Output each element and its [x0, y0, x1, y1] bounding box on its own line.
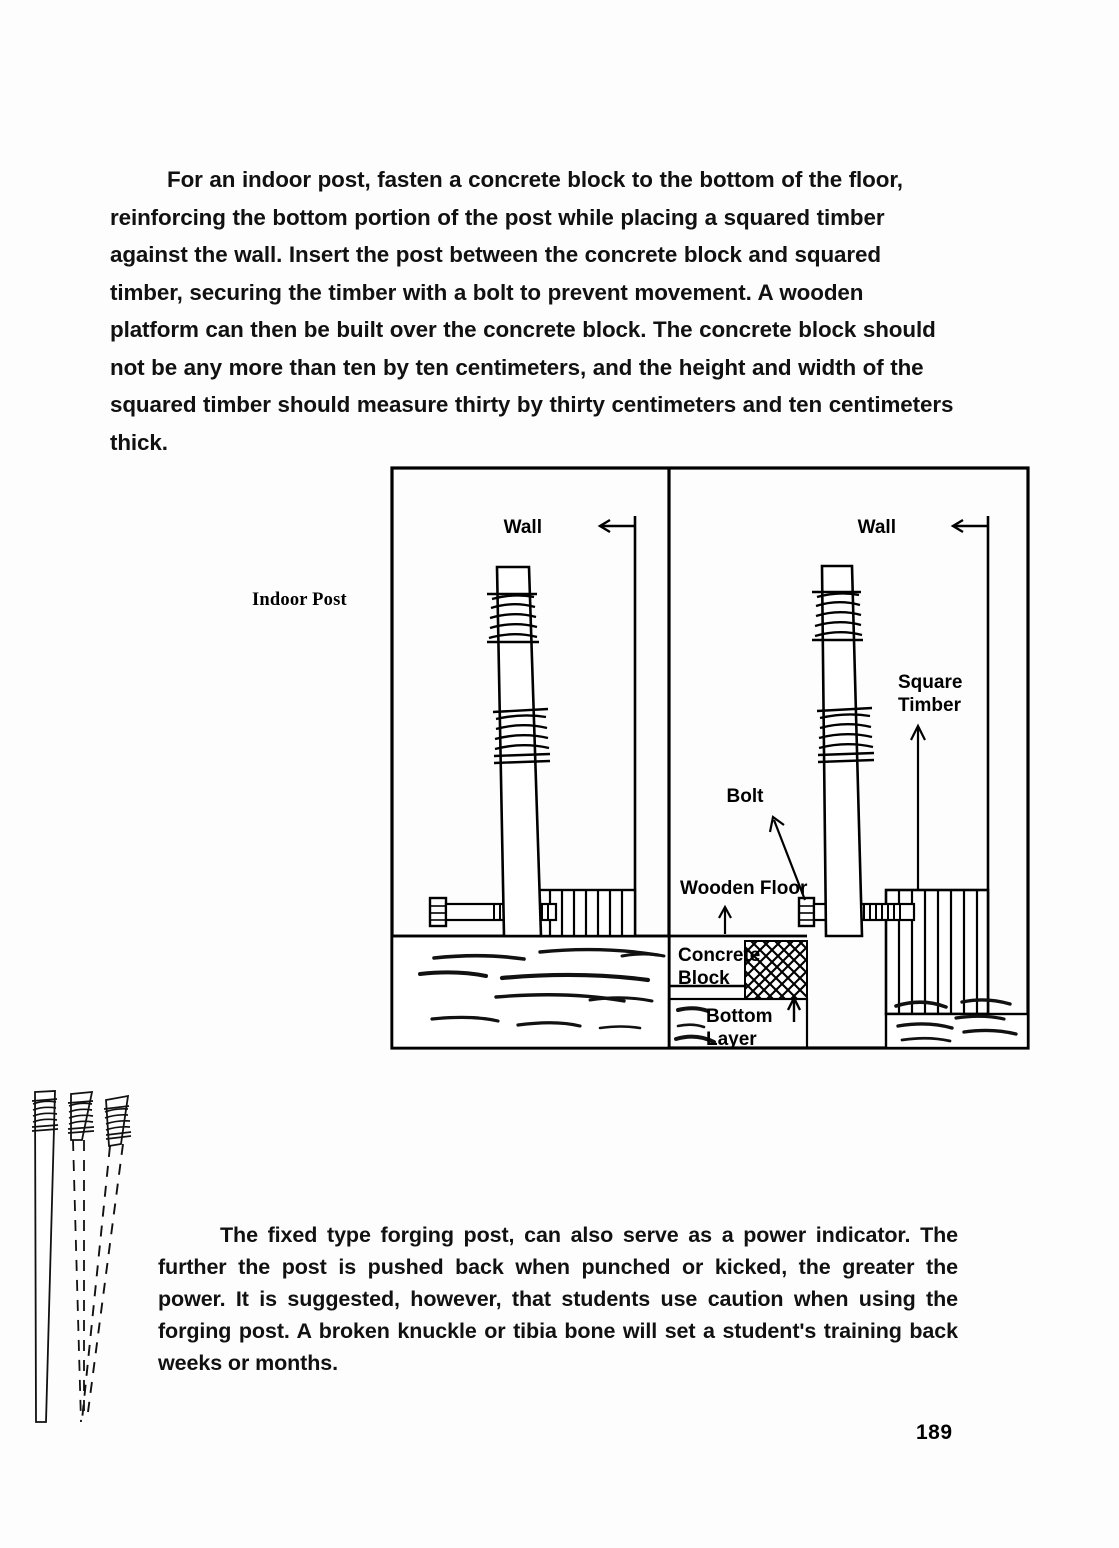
- label-bottom-layer-line1: Bottom: [706, 1006, 773, 1027]
- label-concrete-block-line1: Concrete: [678, 945, 761, 966]
- page-number: 189: [916, 1421, 953, 1444]
- post-2-dashed-shaft-left: [73, 1140, 81, 1422]
- wall-arrow-left: [600, 520, 634, 532]
- label-concrete-block-line2: Block: [678, 968, 730, 989]
- left-panel: [392, 516, 669, 1048]
- indoor-post-diagram: [390, 466, 1030, 1050]
- post-3-dashed-shaft-right: [88, 1144, 123, 1412]
- forging-post-right: [812, 566, 874, 936]
- deflected-post-1: [32, 1091, 58, 1422]
- label-wooden-floor: Wooden Floor: [680, 878, 808, 899]
- label-square-timber-line1: Square: [898, 672, 963, 693]
- wall-arrow-right: [953, 520, 987, 532]
- callout-square-timber: [898, 672, 962, 890]
- right-panel: [669, 516, 1028, 1050]
- callout-bottom-layer: [706, 998, 800, 1050]
- label-square-timber-line2: Timber: [898, 695, 962, 716]
- forging-post-deflection-figure: [24, 1082, 166, 1434]
- label-bolt: Bolt: [726, 786, 764, 807]
- paragraph-indoor-post: For an indoor post, fasten a concrete block to the bottom of the floor, reinforcing the bottom portion of the post while placing a squared timber against the wall. Insert the post between the concrete block and squared timber, securing the timber with a bolt to prevent movement. A wooden platform can then be built over the concrete block. The concrete block should not be any more than ten by ten centimeters, and the height and width of the squared timber should measure thirty by thirty centimeters and ten centimeters thick.: [110, 167, 954, 455]
- deflected-post-2: [68, 1092, 94, 1422]
- paragraph-forging-post: The fixed type forging post, can also serve as a power indicator. The further the post is pushed back when punched or kicked, the greater the power. It is suggested, however, that students use caution when using the forging post. A broken knuckle or tibia bone will set a student's training back weeks or months.: [158, 1222, 958, 1375]
- figure-caption-indoor-post: Indoor Post: [252, 590, 347, 610]
- label-bottom-layer-line2: Layer: [706, 1029, 757, 1050]
- callout-wooden-floor: [680, 878, 808, 934]
- deflected-post-3: [82, 1096, 131, 1420]
- label-wall-left: Wall: [503, 517, 542, 538]
- forging-post-left: [487, 567, 550, 936]
- label-wall-right: Wall: [857, 517, 896, 538]
